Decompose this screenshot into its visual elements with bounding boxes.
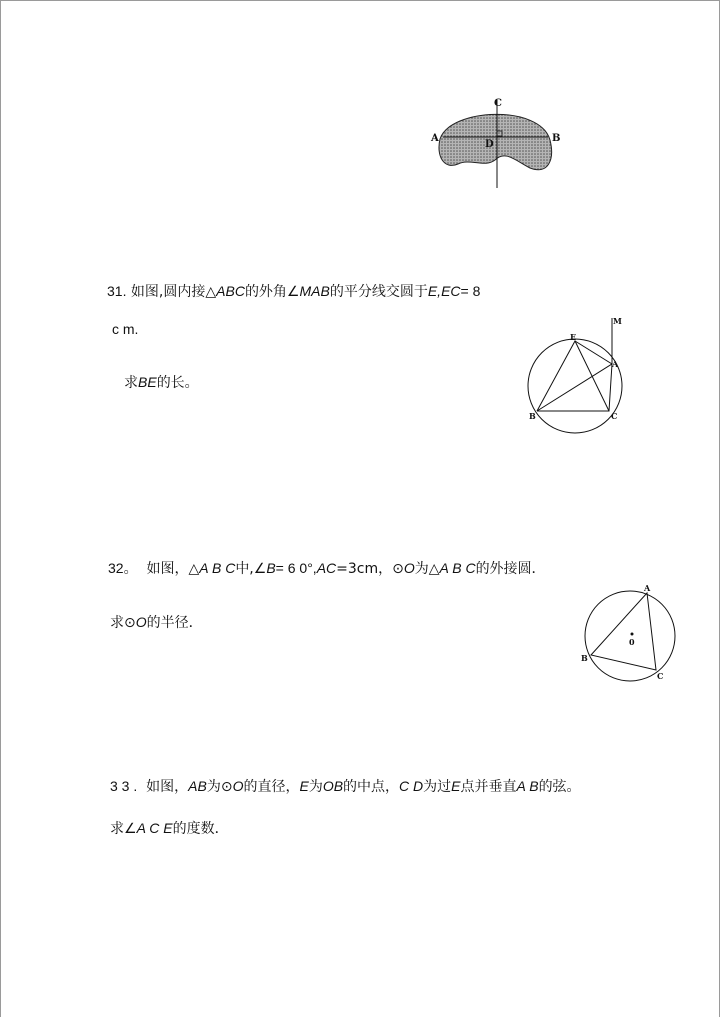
q32-text6: 的外接圆． [475, 561, 546, 577]
q32-text2: 中,∠ [235, 561, 267, 577]
q31-abc: ABC [216, 283, 245, 299]
label-b: B [552, 133, 561, 144]
q33-ask [110, 819, 229, 838]
q32-number: 32。 [108, 560, 138, 576]
q33-cd: C D [399, 778, 424, 794]
q32-label-a: A [644, 583, 651, 593]
q33-ab: AB [188, 778, 207, 794]
q33-e2: E [451, 778, 461, 794]
q32-label-o: 0 [629, 637, 635, 647]
q33-ask-pre: 求∠ [110, 821, 137, 837]
q31-mab: MAB [299, 283, 330, 299]
q32-label-c: C [657, 671, 664, 681]
q33-text6: 为过 [423, 779, 452, 795]
q32-circle [585, 591, 675, 681]
q32-text5: 为△ [414, 561, 440, 577]
q31-text1: 如图,圆内接△ [130, 284, 217, 300]
q33-text7: 点并垂直 [460, 779, 517, 795]
q33-text8: 的弦。 [538, 779, 581, 795]
q31-label-a: A [612, 359, 619, 369]
q32-label-b: B [581, 653, 588, 663]
q33-text2: 为⊙ [206, 779, 233, 795]
q31-number: 31. [107, 283, 127, 299]
q31-unit: c m. [112, 321, 139, 337]
q31-text2: 的外角∠ [244, 284, 300, 300]
q33-ask-post: 的度数． [172, 821, 229, 837]
q33-o: O [232, 778, 244, 794]
q31-label-b: B [529, 411, 536, 421]
q32-abc: A B C [199, 560, 236, 576]
q32-triangle-abc [591, 593, 656, 670]
q33-text5: 的中点， [343, 779, 400, 795]
q32-text4: =3cm，⊙ [336, 561, 404, 577]
label-d: D [485, 139, 494, 150]
q31-ask-post: 的长。 [156, 375, 199, 391]
q32-center-dot [631, 633, 634, 636]
q31-label-m: M [613, 316, 622, 326]
q31-label-e: E [570, 332, 577, 342]
q32-abc2: A B C [439, 560, 476, 576]
q32-text1: 如图，△ [146, 561, 200, 577]
q33-ob: OB [322, 778, 344, 794]
q33-line1 [110, 777, 581, 796]
label-c: C [494, 98, 502, 109]
q32-ac: AC [316, 560, 337, 576]
q32-text3: = 6 0°, [275, 560, 317, 576]
q32-ask-o: O [135, 614, 147, 630]
q31-text4: = 8 [460, 283, 481, 299]
q33-number: 3 3 . [110, 778, 138, 794]
q33-text3: 的直径， [243, 779, 300, 795]
label-a: A [431, 133, 439, 144]
q33-text4: 为 [308, 779, 323, 795]
q33-ace: A C E [136, 820, 173, 836]
q32-ask-pre: 求⊙ [110, 615, 136, 631]
q32-o: O [403, 560, 415, 576]
q31-ec: E,EC [427, 283, 461, 299]
q33-e: E [299, 778, 309, 794]
q32-b: B [266, 560, 276, 576]
q33-text1: 如图， [146, 779, 189, 795]
q31-ask-pre: 求 [124, 375, 138, 391]
q31-text3: 的平分线交圆于 [329, 284, 428, 300]
q31-be: BE [138, 374, 157, 390]
q32-ask-post: 的半径． [146, 615, 203, 631]
q33-ab2: A B [516, 778, 539, 794]
q31-label-c: C [611, 411, 618, 421]
